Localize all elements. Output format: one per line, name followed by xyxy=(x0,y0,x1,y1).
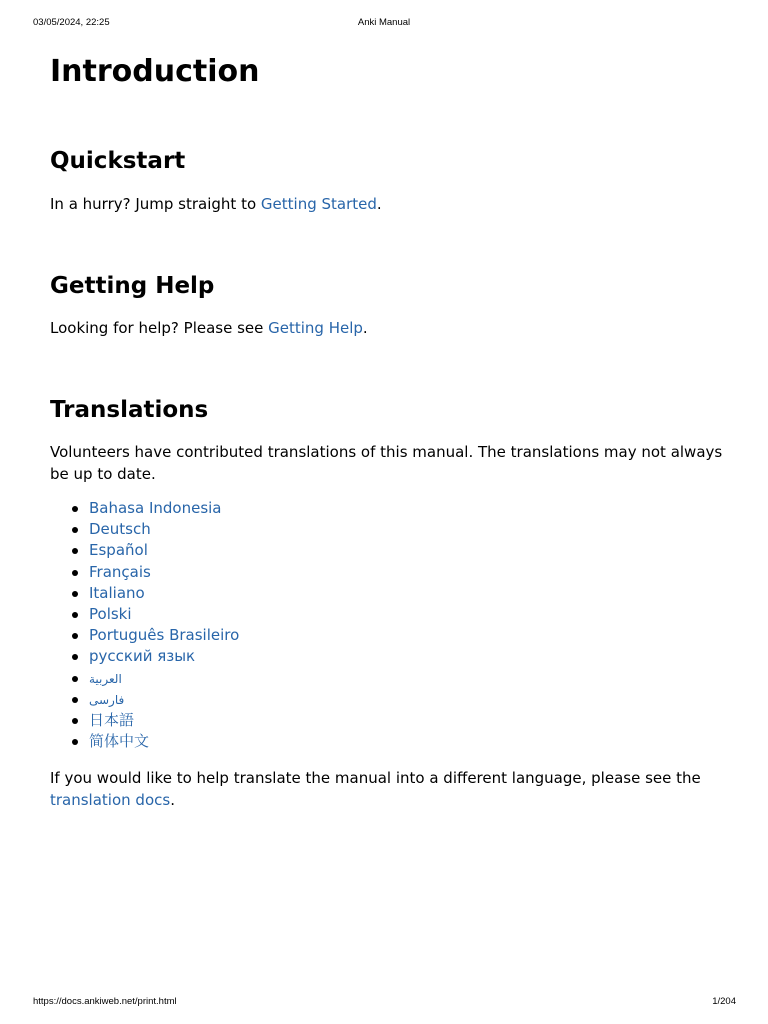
bullet-icon xyxy=(72,527,78,533)
list-item xyxy=(50,668,239,689)
print-url: https://docs.ankiweb.net/print.html xyxy=(33,996,177,1007)
language-link-arabic[interactable]: العربية xyxy=(89,671,122,686)
bullet-icon xyxy=(72,676,78,682)
language-link-polski[interactable]: Polski xyxy=(89,604,132,623)
bullet-icon xyxy=(72,548,78,554)
list-item xyxy=(50,583,239,604)
list-item xyxy=(50,604,239,625)
language-link-chinese-simplified[interactable]: 简体中文 xyxy=(89,732,150,751)
language-link-bahasa-indonesia[interactable]: Bahasa Indonesia xyxy=(89,499,222,517)
list-item xyxy=(50,625,239,646)
print-datetime: 03/05/2024, 22:25 xyxy=(33,17,110,28)
translations-heading: Translations xyxy=(50,397,209,423)
language-link-deutsch[interactable]: Deutsch xyxy=(89,520,151,539)
language-link-russian[interactable]: русский язык xyxy=(89,647,196,666)
getting-help-paragraph xyxy=(50,317,730,339)
print-title: Anki Manual xyxy=(357,17,411,28)
bullet-icon xyxy=(72,506,78,512)
getting-started-link[interactable]: Getting Started xyxy=(260,195,377,213)
print-header xyxy=(0,17,768,29)
language-link-italiano[interactable]: Italiano xyxy=(89,583,145,602)
bullet-icon xyxy=(72,654,78,660)
print-footer xyxy=(0,996,768,1008)
translations-list xyxy=(50,498,239,752)
getting-help-text: Looking for help? Please see xyxy=(50,319,269,337)
translate-help-text: If you would like to help translate the manual into a different language, please see the xyxy=(50,769,701,787)
list-item xyxy=(50,689,239,710)
list-item xyxy=(50,498,239,519)
quickstart-period: . xyxy=(376,195,382,213)
list-item xyxy=(50,519,239,540)
translate-help-period: . xyxy=(170,791,175,809)
quickstart-paragraph xyxy=(50,193,730,215)
bullet-icon xyxy=(72,570,78,576)
getting-help-link[interactable]: Getting Help xyxy=(268,319,363,337)
quickstart-heading: Quickstart xyxy=(50,148,186,174)
translation-docs-link[interactable]: translation docs xyxy=(50,791,171,809)
list-item xyxy=(50,646,239,667)
page-number: 1/204 xyxy=(712,996,736,1007)
page-title: Introduction xyxy=(50,54,260,89)
list-item xyxy=(50,731,239,752)
language-link-portugues[interactable]: Português Brasileiro xyxy=(89,626,240,645)
language-link-persian[interactable]: فارسی xyxy=(89,692,125,707)
getting-help-period: . xyxy=(362,319,368,337)
quickstart-text: In a hurry? Jump straight to xyxy=(50,195,261,213)
list-item xyxy=(50,540,239,561)
language-link-francais[interactable]: Français xyxy=(89,562,151,581)
bullet-icon xyxy=(72,633,78,639)
translations-intro: Volunteers have contributed translations of this manual. The translations may not always be up to date. xyxy=(50,443,723,483)
list-item xyxy=(50,710,239,731)
getting-help-heading: Getting Help xyxy=(50,273,215,299)
bullet-icon xyxy=(72,739,78,745)
bullet-icon xyxy=(72,697,78,703)
bullet-icon xyxy=(72,612,78,618)
language-link-espanol[interactable]: Español xyxy=(89,541,148,560)
list-item xyxy=(50,562,239,583)
bullet-icon xyxy=(72,718,78,724)
translate-help-paragraph xyxy=(50,767,730,811)
language-link-japanese[interactable]: 日本語 xyxy=(89,710,135,729)
bullet-icon xyxy=(72,591,78,597)
